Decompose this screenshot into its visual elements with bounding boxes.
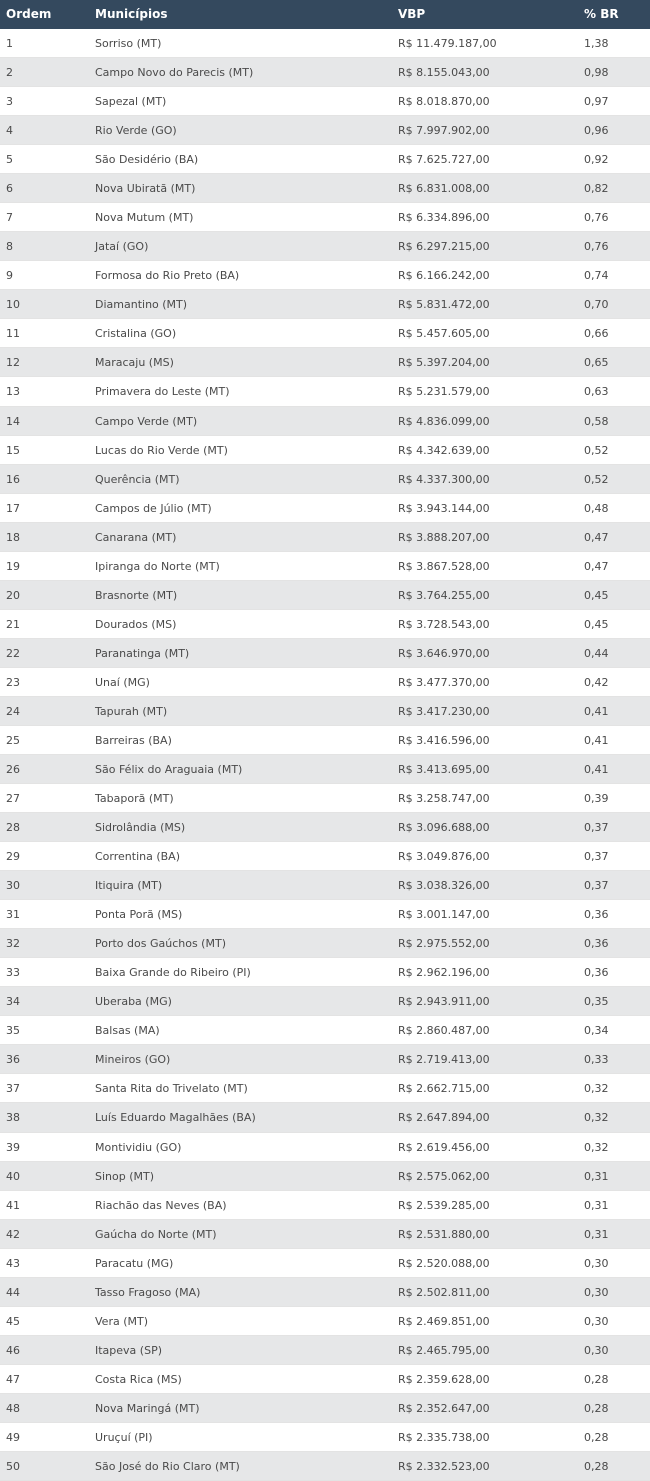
table-row	[0, 929, 650, 958]
cell-municipio: Uberaba (MG)	[95, 995, 172, 1009]
cell-municipio: Baixa Grande do Ribeiro (PI)	[95, 966, 251, 980]
cell-municipio: Lucas do Rio Verde (MT)	[95, 443, 228, 457]
cell-municipio: São Desidério (BA)	[95, 153, 199, 167]
cell-vbp: R$ 7.625.727,00	[398, 153, 490, 167]
cell-vbp: R$ 3.413.695,00	[398, 763, 490, 776]
table-row	[0, 29, 650, 58]
cell-ordem: 42	[6, 1227, 20, 1241]
cell-pct-br: 0,30	[584, 1256, 609, 1270]
cell-municipio: Balsas (MA)	[95, 1024, 160, 1038]
cell-vbp: R$ 3.049.876,00	[398, 850, 490, 864]
cell-municipio: Canarana (MT)	[95, 530, 177, 544]
cell-pct-br: 0,32	[584, 1111, 609, 1125]
cell-municipio: Barreiras (BA)	[95, 733, 172, 747]
cell-pct-br: 0,34	[584, 1024, 609, 1038]
cell-vbp: R$ 2.575.062,00	[398, 1169, 490, 1183]
cell-municipio: Campo Verde (MT)	[95, 414, 198, 428]
cell-pct-br: 0,52	[584, 443, 609, 457]
cell-municipio: Uruçuí (PI)	[95, 1430, 153, 1444]
cell-municipio: Itiquira (MT)	[95, 879, 163, 893]
cell-vbp: R$ 2.352.647,00	[398, 1401, 490, 1415]
cell-municipio: Tasso Fragoso (MA)	[95, 1285, 201, 1299]
cell-pct-br: 0,30	[584, 1314, 609, 1328]
cell-pct-br: 0,41	[584, 704, 609, 718]
table-row	[0, 1336, 650, 1365]
cell-pct-br: 0,82	[584, 182, 609, 196]
table-row	[0, 726, 650, 755]
header-vbp: VBP	[398, 7, 426, 21]
cell-vbp: R$ 3.417.230,00	[398, 704, 490, 718]
cell-vbp: R$ 7.997.902,00	[398, 124, 490, 138]
cell-vbp: R$ 2.531.880,00	[398, 1227, 490, 1241]
cell-ordem: 8	[6, 240, 13, 254]
cell-ordem: 16	[6, 472, 20, 486]
cell-ordem: 30	[6, 879, 20, 893]
table-row	[0, 1074, 650, 1103]
cell-pct-br: 0,47	[584, 530, 609, 544]
cell-ordem: 7	[6, 211, 13, 225]
table-row	[0, 232, 650, 261]
table-row	[0, 145, 650, 174]
cell-ordem: 21	[6, 617, 20, 631]
cell-vbp: R$ 2.962.196,00	[398, 966, 490, 980]
cell-ordem: 19	[6, 559, 20, 573]
cell-pct-br: 0,65	[584, 356, 609, 370]
cell-pct-br: 0,41	[584, 733, 609, 747]
cell-municipio: Tabaporã (MT)	[95, 792, 174, 806]
cell-pct-br: 0,42	[584, 675, 609, 689]
cell-ordem: 34	[6, 995, 20, 1009]
cell-vbp: R$ 2.502.811,00	[398, 1285, 490, 1299]
cell-vbp: R$ 6.166.242,00	[398, 269, 490, 283]
cell-pct-br: 0,35	[584, 995, 609, 1009]
table-row	[0, 87, 650, 116]
cell-municipio: Montividiu (GO)	[95, 1140, 182, 1154]
table-row	[0, 203, 650, 232]
table-row	[0, 668, 650, 697]
cell-municipio: Vera (MT)	[95, 1314, 148, 1328]
cell-municipio: Riachão das Neves (BA)	[95, 1198, 227, 1212]
cell-pct-br: 0,92	[584, 153, 609, 167]
cell-pct-br: 0,36	[584, 966, 609, 980]
cell-ordem: 14	[6, 414, 20, 428]
cell-vbp: R$ 2.465.795,00	[398, 1343, 490, 1357]
cell-vbp: R$ 2.335.738,00	[398, 1430, 490, 1444]
cell-pct-br: 0,97	[584, 95, 609, 109]
cell-pct-br: 0,96	[584, 124, 609, 138]
cell-vbp: R$ 2.860.487,00	[398, 1024, 490, 1038]
cell-ordem: 33	[6, 966, 20, 980]
cell-ordem: 17	[6, 501, 20, 515]
cell-municipio: Cristalina (GO)	[95, 327, 177, 341]
table-row	[0, 1365, 650, 1394]
cell-pct-br: 0,76	[584, 240, 609, 254]
table-row	[0, 436, 650, 465]
cell-municipio: Porto dos Gaúchos (MT)	[95, 937, 226, 951]
cell-ordem: 1	[6, 37, 13, 50]
cell-vbp: R$ 4.342.639,00	[398, 443, 490, 457]
cell-ordem: 18	[6, 530, 20, 544]
cell-ordem: 11	[6, 327, 20, 341]
cell-vbp: R$ 2.332.523,00	[398, 1459, 490, 1473]
cell-municipio: Jataí (GO)	[95, 240, 149, 254]
cell-pct-br: 0,30	[584, 1343, 609, 1357]
cell-municipio: Nova Ubiratã (MT)	[95, 182, 196, 196]
cell-pct-br: 0,76	[584, 211, 609, 225]
cell-vbp: R$ 5.831.472,00	[398, 298, 490, 312]
table-row	[0, 958, 650, 987]
cell-pct-br: 0,30	[584, 1285, 609, 1299]
table-row	[0, 842, 650, 871]
table-row	[0, 697, 650, 726]
cell-pct-br: 0,31	[584, 1227, 609, 1241]
cell-municipio: Unaí (MG)	[95, 675, 150, 689]
header-pct-br: % BR	[584, 7, 619, 21]
cell-vbp: R$ 2.943.911,00	[398, 995, 490, 1009]
cell-municipio: Primavera do Leste (MT)	[95, 385, 230, 399]
cell-ordem: 24	[6, 704, 20, 718]
cell-vbp: R$ 3.416.596,00	[398, 733, 490, 747]
cell-municipio: São José do Rio Claro (MT)	[95, 1459, 240, 1473]
cell-vbp: R$ 2.662.715,00	[398, 1082, 490, 1096]
cell-ordem: 39	[6, 1140, 20, 1154]
cell-ordem: 28	[6, 821, 20, 835]
cell-ordem: 22	[6, 646, 20, 660]
table-row	[0, 1423, 650, 1452]
table-row	[0, 319, 650, 348]
cell-municipio: Ipiranga do Norte (MT)	[95, 559, 220, 573]
cell-ordem: 5	[6, 153, 13, 167]
table-row	[0, 261, 650, 290]
cell-vbp: R$ 2.619.456,00	[398, 1140, 490, 1154]
cell-pct-br: 0,32	[584, 1082, 609, 1096]
cell-municipio: Sapezal (MT)	[95, 95, 167, 109]
cell-pct-br: 0,45	[584, 617, 609, 631]
table-row	[0, 610, 650, 639]
cell-municipio: Campos de Júlio (MT)	[95, 501, 212, 515]
cell-municipio: Dourados (MS)	[95, 617, 177, 631]
cell-ordem: 25	[6, 733, 20, 747]
table-header	[0, 0, 650, 29]
table-row	[0, 174, 650, 203]
cell-municipio: Luís Eduardo Magalhães (BA)	[95, 1111, 256, 1125]
cell-pct-br: 0,33	[584, 1053, 609, 1067]
cell-ordem: 46	[6, 1343, 20, 1357]
cell-pct-br: 0,37	[584, 821, 609, 835]
cell-ordem: 47	[6, 1372, 20, 1386]
cell-ordem: 13	[6, 385, 20, 399]
table-row	[0, 1103, 650, 1132]
cell-ordem: 2	[6, 66, 13, 80]
cell-vbp: R$ 3.096.688,00	[398, 821, 490, 835]
cell-pct-br: 0,28	[584, 1430, 609, 1444]
cell-municipio: Costa Rica (MS)	[95, 1372, 182, 1386]
cell-pct-br: 0,32	[584, 1140, 609, 1154]
cell-vbp: R$ 3.943.144,00	[398, 501, 490, 515]
cell-vbp: R$ 3.888.207,00	[398, 530, 490, 544]
cell-ordem: 43	[6, 1256, 20, 1270]
cell-ordem: 26	[6, 763, 20, 776]
cell-municipio: Diamantino (MT)	[95, 298, 188, 312]
cell-municipio: Sinop (MT)	[95, 1169, 155, 1183]
cell-vbp: R$ 5.457.605,00	[398, 327, 490, 341]
cell-municipio: Itapeva (SP)	[95, 1343, 162, 1357]
table-row	[0, 1278, 650, 1307]
cell-vbp: R$ 3.867.528,00	[398, 559, 490, 573]
cell-pct-br: 0,98	[584, 66, 609, 80]
cell-ordem: 23	[6, 675, 20, 689]
cell-vbp: R$ 3.477.370,00	[398, 675, 490, 689]
cell-vbp: R$ 3.764.255,00	[398, 588, 490, 602]
table-row	[0, 1220, 650, 1249]
cell-municipio: Nova Mutum (MT)	[95, 211, 194, 225]
cell-municipio: Mineiros (GO)	[95, 1053, 171, 1067]
cell-pct-br: 0,63	[584, 385, 609, 399]
table-row	[0, 1162, 650, 1191]
table-row	[0, 1133, 650, 1162]
table-row	[0, 784, 650, 813]
cell-pct-br: 0,44	[584, 646, 609, 660]
cell-pct-br: 0,28	[584, 1372, 609, 1386]
table-row	[0, 407, 650, 436]
cell-ordem: 35	[6, 1024, 20, 1038]
table-row	[0, 1191, 650, 1220]
cell-ordem: 37	[6, 1082, 20, 1096]
cell-municipio: Rio Verde (GO)	[95, 124, 177, 138]
cell-pct-br: 0,36	[584, 908, 609, 922]
cell-ordem: 32	[6, 937, 20, 951]
table-row	[0, 523, 650, 552]
cell-pct-br: 0,66	[584, 327, 609, 341]
cell-municipio: Ponta Porã (MS)	[95, 908, 183, 922]
cell-vbp: R$ 2.520.088,00	[398, 1256, 490, 1270]
cell-vbp: R$ 3.038.326,00	[398, 879, 490, 893]
cell-municipio: Formosa do Rio Preto (BA)	[95, 269, 240, 283]
table-row	[0, 494, 650, 523]
cell-vbp: R$ 3.258.747,00	[398, 792, 490, 806]
cell-vbp: R$ 2.719.413,00	[398, 1053, 490, 1067]
table-row	[0, 871, 650, 900]
cell-ordem: 10	[6, 298, 20, 312]
cell-ordem: 9	[6, 269, 13, 283]
cell-vbp: R$ 2.469.851,00	[398, 1314, 490, 1328]
table-row	[0, 581, 650, 610]
table-row	[0, 1016, 650, 1045]
table-row	[0, 1045, 650, 1074]
cell-municipio: Maracaju (MS)	[95, 356, 174, 370]
cell-vbp: R$ 2.975.552,00	[398, 937, 490, 951]
cell-municipio: Nova Maringá (MT)	[95, 1401, 200, 1415]
table-row	[0, 1394, 650, 1423]
cell-ordem: 48	[6, 1401, 20, 1415]
table-row	[0, 1452, 650, 1481]
header-ordem: Ordem	[6, 7, 52, 21]
table-row	[0, 755, 650, 784]
cell-pct-br: 0,37	[584, 850, 609, 864]
cell-pct-br: 0,47	[584, 559, 609, 573]
cell-ordem: 27	[6, 792, 20, 806]
table-row	[0, 900, 650, 929]
cell-vbp: R$ 4.836.099,00	[398, 414, 490, 428]
cell-ordem: 45	[6, 1314, 20, 1328]
table-row	[0, 639, 650, 668]
cell-vbp: R$ 6.297.215,00	[398, 240, 490, 254]
cell-vbp: R$ 6.334.896,00	[398, 211, 490, 225]
cell-ordem: 4	[6, 124, 13, 138]
table-row	[0, 348, 650, 377]
cell-vbp: R$ 3.001.147,00	[398, 908, 490, 922]
cell-pct-br: 0,70	[584, 298, 609, 312]
cell-pct-br: 0,58	[584, 414, 609, 428]
cell-municipio: Sorriso (MT)	[95, 37, 162, 50]
cell-pct-br: 0,39	[584, 792, 609, 806]
cell-vbp: R$ 5.397.204,00	[398, 356, 490, 370]
cell-vbp: R$ 2.359.628,00	[398, 1372, 490, 1386]
table-row	[0, 377, 650, 406]
cell-pct-br: 0,48	[584, 501, 609, 515]
cell-ordem: 44	[6, 1285, 20, 1299]
cell-pct-br: 0,36	[584, 937, 609, 951]
cell-ordem: 3	[6, 95, 13, 109]
table-row	[0, 58, 650, 87]
table-row	[0, 813, 650, 842]
cell-ordem: 29	[6, 850, 20, 864]
cell-pct-br: 0,31	[584, 1198, 609, 1212]
cell-pct-br: 0,45	[584, 588, 609, 602]
cell-vbp: R$ 5.231.579,00	[398, 385, 490, 399]
table-row	[0, 552, 650, 581]
cell-municipio: São Félix do Araguaia (MT)	[95, 763, 243, 776]
cell-pct-br: 0,28	[584, 1459, 609, 1473]
cell-vbp: R$ 4.337.300,00	[398, 472, 490, 486]
table-row	[0, 987, 650, 1016]
cell-municipio: Paranatinga (MT)	[95, 646, 190, 660]
cell-vbp: R$ 3.728.543,00	[398, 617, 490, 631]
cell-ordem: 31	[6, 908, 20, 922]
cell-municipio: Campo Novo do Parecis (MT)	[95, 66, 254, 80]
cell-pct-br: 0,37	[584, 879, 609, 893]
cell-vbp: R$ 3.646.970,00	[398, 646, 490, 660]
table-row	[0, 290, 650, 319]
cell-vbp: R$ 11.479.187,00	[398, 37, 497, 50]
table-row	[0, 116, 650, 145]
cell-vbp: R$ 2.647.894,00	[398, 1111, 490, 1125]
cell-vbp: R$ 6.831.008,00	[398, 182, 490, 196]
cell-municipio: Sidrolândia (MS)	[95, 821, 186, 835]
cell-ordem: 6	[6, 182, 13, 196]
cell-vbp: R$ 8.155.043,00	[398, 66, 490, 80]
cell-ordem: 41	[6, 1198, 20, 1212]
cell-pct-br: 0,31	[584, 1169, 609, 1183]
cell-municipio: Paracatu (MG)	[95, 1256, 174, 1270]
cell-ordem: 49	[6, 1430, 20, 1444]
cell-pct-br: 0,74	[584, 269, 609, 283]
cell-municipio: Correntina (BA)	[95, 850, 180, 864]
cell-ordem: 50	[6, 1459, 20, 1473]
cell-municipio: Tapurah (MT)	[95, 704, 168, 718]
header-municipios: Municípios	[95, 7, 168, 21]
cell-ordem: 36	[6, 1053, 20, 1067]
cell-ordem: 40	[6, 1169, 20, 1183]
cell-pct-br: 0,41	[584, 763, 609, 776]
cell-vbp: R$ 8.018.870,00	[398, 95, 490, 109]
cell-municipio: Gaúcha do Norte (MT)	[95, 1227, 217, 1241]
cell-ordem: 12	[6, 356, 20, 370]
table-row	[0, 1307, 650, 1336]
cell-pct-br: 0,28	[584, 1401, 609, 1415]
cell-municipio: Querência (MT)	[95, 472, 180, 486]
cell-vbp: R$ 2.539.285,00	[398, 1198, 490, 1212]
cell-ordem: 15	[6, 443, 20, 457]
cell-ordem: 38	[6, 1111, 20, 1125]
table-row	[0, 465, 650, 494]
cell-pct-br: 1,38	[584, 37, 609, 50]
cell-municipio: Brasnorte (MT)	[95, 588, 178, 602]
table-row	[0, 1249, 650, 1278]
cell-municipio: Santa Rita do Trivelato (MT)	[95, 1082, 248, 1096]
cell-pct-br: 0,52	[584, 472, 609, 486]
cell-ordem: 20	[6, 588, 20, 602]
